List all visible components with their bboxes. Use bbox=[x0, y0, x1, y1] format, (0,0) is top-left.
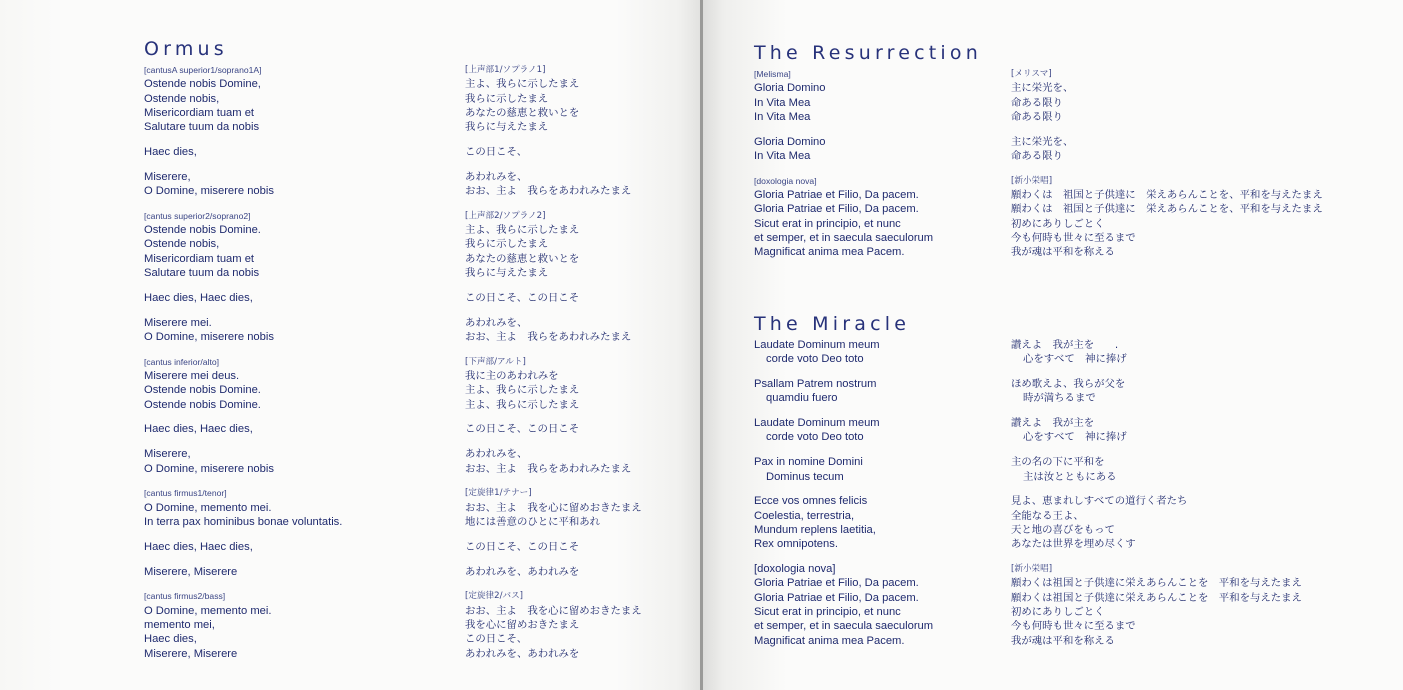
lyric-line: Haec dies, Haec dies, bbox=[144, 540, 253, 553]
resurrection-latin-text bbox=[754, 67, 933, 260]
stanza-gap bbox=[465, 305, 642, 316]
lyric-line: Miserere mei deus. bbox=[144, 370, 240, 383]
lyric-line: あなたの慈恵と救いとを bbox=[465, 106, 580, 119]
stanza-gap bbox=[465, 476, 642, 487]
stanza-gap bbox=[144, 529, 342, 540]
lyric-line: Dominus tecum bbox=[766, 470, 844, 483]
lyric-line: O Domine, memento mei. bbox=[144, 604, 272, 617]
lyric-line: 時が満ちるまで bbox=[1023, 392, 1096, 405]
lyric-line: Salutare tuum da nobis bbox=[144, 267, 260, 280]
stanza-gap bbox=[1011, 163, 1323, 174]
lyric-line: 見よ、恵まれしすべての道行く者たち bbox=[1011, 495, 1188, 508]
lyric-line: 主に栄光を、 bbox=[1011, 135, 1074, 148]
lyric-line: Ostende nobis Domine. bbox=[144, 224, 261, 237]
stanza-gap bbox=[144, 344, 342, 355]
lyric-line: 願わくは祖国と子供達に栄えあらんことを 平和を与えたまえ bbox=[1011, 577, 1302, 590]
miracle-latin-text bbox=[754, 338, 933, 648]
lyric-line: 我らに示したまえ bbox=[465, 92, 549, 105]
ormus-title: Ormus bbox=[144, 38, 228, 60]
lyric-line: et semper, et in saecula saeculorum bbox=[754, 231, 934, 244]
lyric-line: 願わくは 祖国と子供達に 栄えあらんことを、平和を与えたまえ bbox=[1011, 189, 1323, 202]
lyric-line: Misericordiam tuam et bbox=[144, 252, 255, 265]
lyric-line: この日こそ、 bbox=[465, 633, 528, 646]
lyric-line: 主よ、我らに示したまえ bbox=[465, 224, 580, 237]
lyric-line: Laudate Dominum meum bbox=[754, 417, 880, 430]
lyric-line: [doxologia nova] bbox=[754, 563, 836, 576]
lyric-line: Miserere, Miserere bbox=[144, 565, 238, 578]
ormus-japanese-text bbox=[465, 63, 642, 661]
lyric-line: Rex omnipotens. bbox=[754, 538, 838, 551]
lyric-line: 讃えよ 我が主を bbox=[1011, 417, 1095, 430]
lyric-line: この日こそ、この日こそ bbox=[465, 423, 580, 436]
voice-part-label: [定旋律1/テナー] bbox=[465, 488, 532, 499]
voice-part-label: [cantusA superior1/soprano1A] bbox=[144, 65, 262, 75]
stanza-gap bbox=[754, 367, 933, 378]
stanza-gap bbox=[754, 406, 933, 417]
lyric-line: Misericordiam tuam et bbox=[144, 106, 255, 119]
voice-part-label: [cantus firmus2/bass] bbox=[144, 591, 226, 602]
lyric-line: 我が魂は平和を称える bbox=[1011, 634, 1115, 647]
lyric-line: 全能なる王よ、 bbox=[1011, 509, 1084, 522]
lyric-line: あわれみを、あわれみを bbox=[465, 565, 580, 578]
voice-part-label: [新小栄唱] bbox=[1011, 175, 1053, 186]
lyric-line: Haec dies, Haec dies, bbox=[144, 291, 253, 304]
stanza-gap bbox=[465, 344, 642, 355]
lyric-line: おお、主よ 我を心に留めおきたまえ bbox=[465, 604, 642, 617]
lyric-line: 心をすべて 神に捧げ bbox=[1023, 431, 1127, 444]
lyric-line: 主よ、我らに示したまえ bbox=[465, 398, 580, 411]
lyric-line: 主に栄光を、 bbox=[1011, 82, 1074, 95]
lyric-line: 願わくは 祖国と子供達に 栄えあらんことを、平和を与えたまえ bbox=[1011, 203, 1323, 216]
lyric-line: Ostende nobis, bbox=[144, 238, 220, 251]
stanza-gap bbox=[1011, 367, 1302, 378]
stanza-gap bbox=[1011, 124, 1323, 135]
lyric-line: 天と地の喜びをもって bbox=[1011, 523, 1115, 536]
lyric-line: Gloria Patriae et Filio, Da pacem. bbox=[754, 203, 919, 216]
stanza-gap bbox=[144, 280, 342, 291]
stanza-gap bbox=[1011, 552, 1302, 563]
stanza-gap bbox=[144, 476, 342, 487]
stanza-gap bbox=[465, 198, 642, 209]
lyric-line: O Domine, miserere nobis bbox=[144, 462, 274, 475]
stanza-gap bbox=[754, 484, 933, 495]
lyric-line: この日こそ、 bbox=[465, 145, 528, 158]
stanza-gap bbox=[144, 412, 342, 423]
lyric-line: Gloria Patriae et Filio, Da pacem. bbox=[754, 189, 919, 202]
lyric-line: memento mei, bbox=[144, 618, 215, 631]
lyric-line: corde voto Deo toto bbox=[766, 353, 864, 366]
lyric-line: O Domine, miserere nobis bbox=[144, 185, 274, 198]
lyric-line: Sicut erat in principio, et nunc bbox=[754, 605, 901, 618]
lyric-line: 主よ、我らに示したまえ bbox=[465, 78, 580, 91]
lyric-line: 心をすべて 神に捧げ bbox=[1023, 353, 1127, 366]
stanza-gap bbox=[144, 579, 342, 590]
stanza-gap bbox=[754, 445, 933, 456]
lyric-line: あわれみを、 bbox=[465, 448, 528, 461]
lyric-line: Haec dies, bbox=[144, 633, 197, 646]
lyric-line: Ecce vos omnes felicis bbox=[754, 495, 868, 508]
lyric-line: In Vita Mea bbox=[754, 96, 811, 109]
lyric-line: この日こそ、この日こそ bbox=[465, 540, 580, 553]
lyric-line: 今も何時も世々に至るまで bbox=[1011, 231, 1136, 244]
lyric-line: あわれみを、あわれみを bbox=[465, 647, 580, 660]
stanza-gap bbox=[754, 552, 933, 563]
stanza-gap bbox=[465, 554, 642, 565]
lyric-line: 主は汝とともにある bbox=[1023, 470, 1117, 483]
lyric-line: Haec dies, Haec dies, bbox=[144, 423, 253, 436]
lyric-line: Miserere, bbox=[144, 448, 191, 461]
voice-part-label: [doxologia nova] bbox=[754, 175, 817, 186]
lyric-line: Magnificat anima mea Pacem. bbox=[754, 246, 905, 259]
lyric-line: 主よ、我らに示したまえ bbox=[465, 384, 580, 397]
lyric-line: Laudate Dominum meum bbox=[754, 339, 880, 351]
lyric-line: Sicut erat in principio, et nunc bbox=[754, 217, 901, 230]
stanza-gap bbox=[465, 529, 642, 540]
lyric-line: Ostende nobis Domine, bbox=[144, 78, 261, 91]
lyric-line: Salutare tuum da nobis bbox=[144, 121, 260, 134]
lyric-line: 我らに示したまえ bbox=[465, 238, 549, 251]
lyric-line: あなたの慈恵と救いとを bbox=[465, 252, 580, 265]
voice-part-label: [メリスマ] bbox=[1011, 69, 1052, 79]
lyric-line: Miserere mei. bbox=[144, 316, 212, 329]
lyric-line: Gloria Patriae et Filio, Da pacem. bbox=[754, 591, 919, 604]
lyric-line: 初めにありしごとく bbox=[1011, 217, 1105, 230]
voice-part-label: [下声部/アルト] bbox=[465, 356, 526, 367]
lyric-line: quamdiu fuero bbox=[766, 392, 838, 405]
lyric-line: おお、主よ 我らをあわれみたまえ bbox=[465, 462, 632, 475]
lyric-line: O Domine, memento mei. bbox=[144, 501, 272, 514]
lyric-line: おお、主よ 我を心に留めおきたまえ bbox=[465, 501, 642, 514]
lyric-line: Pax in nomine Domini bbox=[754, 456, 863, 469]
stanza-gap bbox=[465, 412, 642, 423]
lyric-line: In terra pax hominibus bonae voluntatis. bbox=[144, 515, 343, 528]
stanza-gap bbox=[465, 134, 642, 145]
lyric-line: 我が魂は平和を称える bbox=[1011, 246, 1115, 259]
lyric-line: あわれみを、 bbox=[465, 316, 528, 329]
lyric-line: 命ある限り bbox=[1011, 96, 1063, 109]
ormus-latin-text bbox=[144, 63, 342, 661]
lyric-line: 我に主のあわれみを bbox=[465, 370, 559, 383]
resurrection-title: The Resurrection bbox=[754, 42, 982, 64]
lyric-line: In Vita Mea bbox=[754, 149, 811, 162]
stanza-gap bbox=[144, 554, 342, 565]
lyric-line: Mundum replens laetitia, bbox=[754, 523, 876, 536]
lyric-line: et semper, et in saecula saeculorum bbox=[754, 620, 934, 633]
lyric-line: 我らに与えたまえ bbox=[465, 121, 549, 134]
lyric-line: 今も何時も世々に至るまで bbox=[1011, 620, 1136, 633]
lyric-line: Gloria Domino bbox=[754, 135, 826, 148]
lyric-line: 讃えよ 我が主を . bbox=[1011, 339, 1119, 351]
voice-part-label: [cantus inferior/alto] bbox=[144, 356, 219, 367]
lyric-line: 地には善意のひとに平和あれ bbox=[465, 515, 601, 528]
miracle-title: The Miracle bbox=[754, 313, 911, 335]
lyric-line: Coelestia, terrestria, bbox=[754, 509, 855, 522]
stanza-gap bbox=[1011, 445, 1302, 456]
lyric-line: あなたは世界を埋め尽くす bbox=[1011, 538, 1136, 551]
stanza-gap bbox=[144, 159, 342, 170]
stanza-gap bbox=[465, 159, 642, 170]
voice-part-label: [上声部2/ソプラノ2] bbox=[465, 210, 546, 221]
stanza-gap bbox=[144, 305, 342, 316]
lyric-line: Ostende nobis Domine. bbox=[144, 398, 261, 411]
stanza-gap bbox=[1011, 484, 1302, 495]
stanza-gap bbox=[144, 198, 342, 209]
stanza-gap bbox=[754, 124, 933, 135]
lyric-line: 命ある限り bbox=[1011, 149, 1063, 162]
voice-part-label: [cantus superior2/soprano2] bbox=[144, 210, 251, 221]
lyric-line: Magnificat anima mea Pacem. bbox=[754, 634, 905, 647]
lyric-line: おお、主よ 我らをあわれみたまえ bbox=[465, 330, 632, 343]
lyric-line: Miserere, bbox=[144, 170, 191, 183]
voice-part-label: [上声部1/ソプラノ1] bbox=[465, 65, 546, 75]
lyric-line: おお、主よ 我らをあわれみたまえ bbox=[465, 185, 632, 198]
lyric-line: O Domine, miserere nobis bbox=[144, 330, 274, 343]
voice-part-label: [Melisma] bbox=[754, 69, 791, 79]
resurrection-japanese-text bbox=[1011, 67, 1323, 260]
voice-part-label: [cantus firmus1/tenor] bbox=[144, 488, 227, 499]
stanza-gap bbox=[465, 437, 642, 448]
lyric-line: Gloria Patriae et Filio, Da pacem. bbox=[754, 577, 919, 590]
lyric-line: corde voto Deo toto bbox=[766, 431, 864, 444]
miracle-japanese-text bbox=[1011, 338, 1302, 648]
lyric-line: この日こそ、この日こそ bbox=[465, 291, 580, 304]
stanza-gap bbox=[465, 280, 642, 291]
lyric-line: In Vita Mea bbox=[754, 110, 811, 123]
voice-part-label: [新小栄唱] bbox=[1011, 564, 1053, 575]
lyric-line: 我らに与えたまえ bbox=[465, 267, 549, 280]
stanza-gap bbox=[465, 579, 642, 590]
lyric-line: あわれみを、 bbox=[465, 170, 528, 183]
lyric-line: 命ある限り bbox=[1011, 110, 1063, 123]
lyric-line: Miserere, Miserere bbox=[144, 647, 238, 660]
lyric-line: 願わくは祖国と子供達に栄えあらんことを 平和を与えたまえ bbox=[1011, 591, 1302, 604]
lyric-line: Psallam Patrem nostrum bbox=[754, 378, 877, 391]
lyric-line: Ostende nobis, bbox=[144, 92, 220, 105]
stanza-gap bbox=[144, 437, 342, 448]
lyric-line: 主の名の下に平和を bbox=[1011, 456, 1105, 469]
lyric-line: Ostende nobis Domine. bbox=[144, 384, 261, 397]
lyric-line: Haec dies, bbox=[144, 145, 197, 158]
lyric-line: Gloria Domino bbox=[754, 82, 826, 95]
lyric-line: ほめ歌えよ、我らが父を bbox=[1011, 378, 1126, 391]
stanza-gap bbox=[144, 134, 342, 145]
lyric-line: 我を心に留めおきたまえ bbox=[465, 618, 580, 631]
lyric-line: 初めにありしごとく bbox=[1011, 605, 1105, 618]
stanza-gap bbox=[754, 163, 933, 174]
stanza-gap bbox=[1011, 406, 1302, 417]
voice-part-label: [定旋律2/バス] bbox=[465, 591, 524, 602]
